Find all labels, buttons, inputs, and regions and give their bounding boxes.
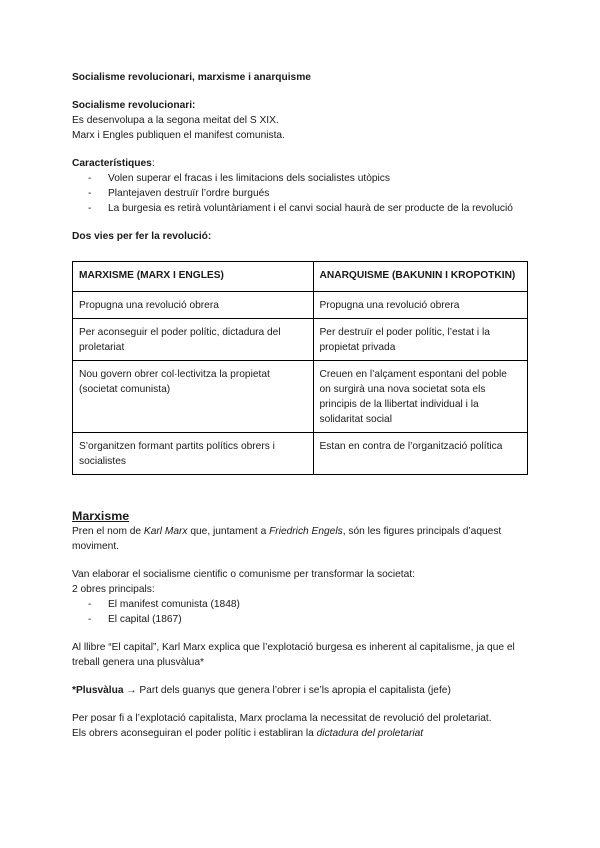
table-header-row	[73, 262, 528, 292]
table-cell: Per aconseguir el poder polític, dictadura del proletariat	[73, 319, 314, 361]
plusvalua-text: Part dels guanys que genera l’obrer i se’ls apropia el capitalista (jefe)	[139, 685, 451, 696]
two-ways-heading: Dos vies per fer la revolució:	[72, 231, 212, 242]
marxism-elaborate: Van elaborar el socialisme cientific o comunisme per transformar la societat:	[72, 569, 415, 580]
works-heading: 2 obres principals:	[72, 584, 155, 595]
list-item: - El manifest comunista (1848)	[88, 597, 532, 612]
table-row	[73, 433, 528, 475]
table-header-marxism: MARXISME (MARX I ENGLES)	[73, 262, 314, 292]
table-cell: Propugna una revolució obrera	[73, 292, 314, 319]
table-row	[73, 319, 528, 361]
list-item: - La burgesia es retirà voluntàriament i el canvi social haurà de ser producte de la revolució	[88, 201, 532, 216]
intro-engels: Friedrich Engels	[269, 526, 343, 537]
table-cell: Nou govern obrer col·lectivitza la propietat (societat comunista)	[73, 361, 314, 433]
intro-text: , són les figures principals d’aquest moviment.	[72, 526, 502, 552]
list-item: - Plantejaven destruïr l’ordre burgués	[88, 186, 532, 201]
arrow-icon: →	[123, 685, 140, 696]
table-cell: Per destruïr el poder polític, l’estat i la propietat privada	[313, 319, 528, 361]
document-page	[72, 70, 532, 741]
marxism-intro	[72, 524, 532, 554]
capital-text: Al llibre “El capital”, Karl Marx explica que l’explotació burgesa es inherent al capitalisme, ja que el treball genera una plusvàlua*	[72, 642, 515, 668]
features-heading	[72, 156, 532, 171]
revolution-text: Per posar fi a l’explotació capitalista, Marx proclama la necessitat de revolució del proletariat.	[72, 713, 492, 724]
intro-text: Pren el nom de	[72, 526, 144, 537]
table-row	[73, 361, 528, 433]
table-header-anarchism: ANARQUISME (BAKUNIN I KROPOTKIN)	[313, 262, 528, 292]
comparison-table	[72, 261, 528, 475]
table-cell: Creuen en l’alçament espontani del poble on surgirà una nova societat sota els principis de la llibertat individual i la solidaritat social	[313, 361, 528, 433]
plusvalua-definition	[72, 683, 532, 698]
section-heading-socialism: Socialisme revolucionari:	[72, 100, 196, 111]
table-cell: Estan en contra de l’organització política	[313, 433, 528, 475]
section-line: Marx i Engles publiquen el manifest comunista.	[72, 130, 285, 141]
intro-karl-marx: Karl Marx	[143, 526, 188, 537]
table-row	[73, 292, 528, 319]
list-item: - El capital (1867)	[88, 612, 532, 627]
table-cell: S’organitzen formant partits polítics obrers i socialistes	[73, 433, 314, 475]
final-text-emphasis: dictadura del proletariat	[316, 728, 424, 739]
table-cell: Propugna una revolució obrera	[313, 292, 528, 319]
features-list	[72, 171, 532, 216]
section-line: Es desenvolupa a la segona meitat del S XIX.	[72, 115, 279, 126]
final-text	[72, 726, 532, 741]
works-list	[72, 597, 532, 627]
document-title: Socialisme revolucionari, marxisme i anarquisme	[72, 72, 311, 83]
list-item: - Volen superar el fracas i les limitacions dels socialistes utòpics	[88, 171, 532, 186]
plusvalua-term: *Plusvàlua	[72, 685, 124, 696]
features-heading-label: Característiques	[72, 158, 152, 169]
marxism-heading: Marxisme	[72, 509, 130, 523]
features-heading-colon: :	[151, 158, 155, 169]
final-text-body: Els obrers aconseguiran el poder polític i establiran la	[72, 728, 317, 739]
intro-text: que, juntament a	[187, 526, 270, 537]
